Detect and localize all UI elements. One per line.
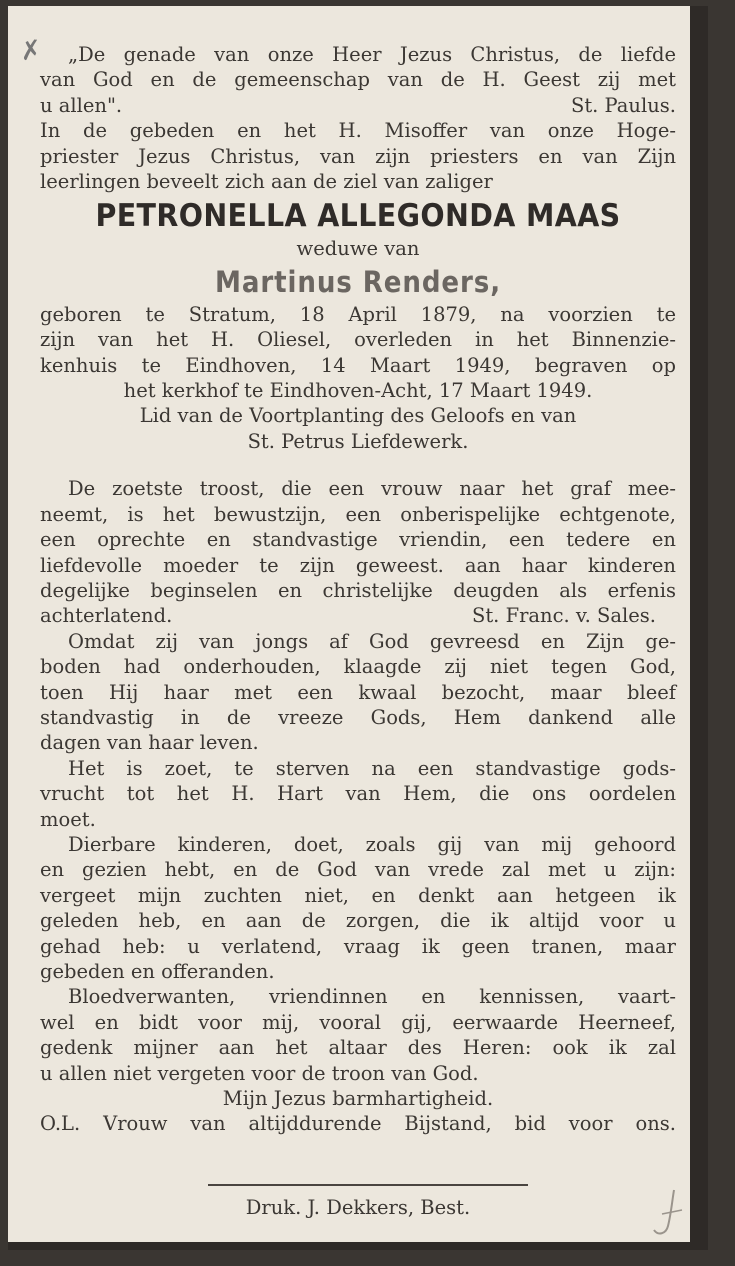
paragraph-line: geleden heb, en aan de zorgen, die ik altijd voor u xyxy=(40,909,676,933)
bio-line: het kerkhof te Eindhoven-Acht, 17 Maart 1949. xyxy=(123,379,593,403)
memorial-card xyxy=(8,6,708,1250)
paragraph-line: De zoetste troost, die een vrouw naar het graf mee- xyxy=(68,477,676,501)
paragraph-line: vrucht tot het H. Hart van Hem, die ons oordelen xyxy=(40,782,676,806)
intro xyxy=(40,118,676,194)
paragraph-line: u allen niet vergeten voor de troon van God. xyxy=(40,1061,479,1085)
paragraph-line: neemt, is het bewustzijn, een onberispelijke echtgenote, xyxy=(40,502,676,526)
paragraph-line: boden had onderhouden, klaagde zij niet tegen God, xyxy=(40,655,676,679)
paragraph-sweet-death xyxy=(40,756,676,832)
paragraph-children xyxy=(40,832,676,984)
paragraph-line: liefdevolle moeder te zijn geweest. aan haar kinderen xyxy=(40,553,676,577)
paragraph-line: achterlatend. xyxy=(40,604,173,628)
quote-line: u allen". xyxy=(40,93,123,117)
paragraph-line: Bloedverwanten, vriendinnen en kennissen, vaart- xyxy=(68,985,676,1009)
paragraph-line: dagen van haar leven. xyxy=(40,731,259,755)
paragraph-line: standvastig in de vreeze Gods, Hem dankend alle xyxy=(40,705,676,729)
biography xyxy=(40,302,676,454)
paragraph-line: gebeden en offeranden. xyxy=(40,960,275,983)
quote-source: St. Paulus. xyxy=(570,93,676,117)
paragraph-line: en gezien hebt, en de God van vrede zal met u zijn: xyxy=(40,858,676,882)
divider-rule xyxy=(208,1184,528,1186)
paragraph-source: St. Franc. v. Sales. xyxy=(471,604,656,628)
paragraph-line: vergeet mijn zuchten niet, en denkt aan hetgeen ik xyxy=(40,883,676,907)
paragraph-closing-line xyxy=(40,603,676,628)
opening-quote xyxy=(40,42,676,118)
bio-line: zijn van het H. Oliesel, overleden in het Binnenzie- xyxy=(40,328,676,352)
paragraph-line: degelijke beginselen en christelijke deugden als erfenis xyxy=(40,578,676,602)
paragraph-line: gehad heb: u verlatend, vraag ik geen tranen, maar xyxy=(40,934,676,958)
widow-of-label: weduwe van xyxy=(296,237,420,261)
quote-closing-line xyxy=(40,93,676,118)
intro-line: In de gebeden en het H. Misoffer van onze Hoge- xyxy=(40,119,676,143)
paragraph-consolation xyxy=(40,476,676,628)
deceased-name: PETRONELLA ALLEGONDA MAAS xyxy=(95,198,621,235)
intro-line: priester Jezus Christus, van zijn priesters en van Zijn xyxy=(40,144,676,168)
printer-credit: Druk. J. Dekkers, Best. xyxy=(245,1196,471,1219)
paragraph-line: gedenk mijner aan het altaar des Heren: ook ik zal xyxy=(40,1036,676,1060)
pencil-scribble-mark xyxy=(644,1184,694,1244)
paragraph-line: een oprechte en standvastige vriendin, een tedere en xyxy=(40,528,676,552)
paragraph-line: toen Hij haar met een kwaal bezocht, maar bleef xyxy=(40,680,676,704)
paragraph-line: Dierbare kinderen, doet, zoals gij van mij gehoord xyxy=(68,832,676,856)
paragraph-line: Omdat zij van jongs af God gevreesd en Zijn ge- xyxy=(68,629,676,653)
paragraph-line: wel en bidt voor mij, vooral gij, eerwaarde Heerneef, xyxy=(40,1010,676,1034)
quote-line: „De genade van onze Heer Jezus Christus, de liefde xyxy=(68,43,676,66)
paragraph-farewell xyxy=(40,984,676,1086)
bio-line: Lid van de Voortplanting des Geloofs en van xyxy=(139,404,577,428)
intro-line: leerlingen beveelt zich aan de ziel van zaliger xyxy=(40,170,493,194)
bio-line: geboren te Stratum, 18 April 1879, na voorzien te xyxy=(40,302,676,326)
bio-line: kenhuis te Eindhoven, 14 Maart 1949, begraven op xyxy=(40,353,676,377)
paragraph-line: moet. xyxy=(40,807,96,831)
quote-line: van God en de gemeenschap van de H. Geest zij met xyxy=(40,68,676,92)
card-text xyxy=(40,42,676,1137)
closing-prayer: Mijn Jezus barmhartigheid. xyxy=(222,1087,494,1111)
paragraph-line: Het is zoet, te sterven na een standvastige gods- xyxy=(68,756,676,780)
husband-name: Martinus Renders, xyxy=(214,264,502,299)
paragraph-fear-of-god xyxy=(40,629,676,756)
spacer xyxy=(40,454,676,476)
closing-prayer: O.L. Vrouw van altijddurende Bijstand, bid voor ons. xyxy=(40,1112,676,1136)
pencil-x-mark: ✗ xyxy=(18,34,44,68)
bio-line: St. Petrus Liefdewerk. xyxy=(247,429,469,453)
